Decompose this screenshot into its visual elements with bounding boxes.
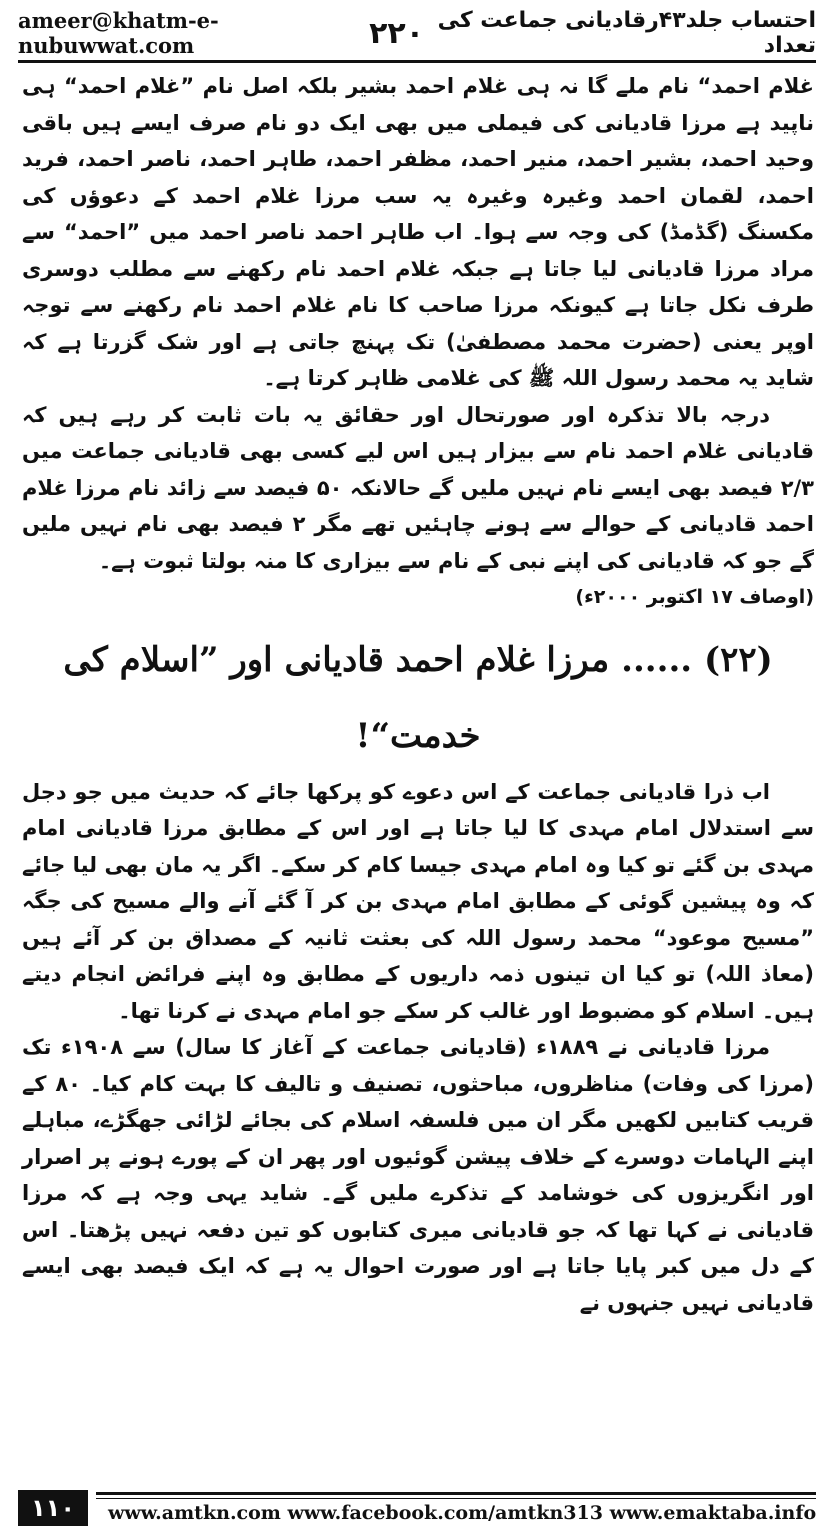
header-page-number: ۲۲۰: [369, 15, 425, 51]
footer-rule-thin: [96, 1498, 816, 1499]
footer-urls[interactable]: www.amtkn.com www.facebook.com/amtkn313 www.emaktaba.info: [108, 1502, 817, 1524]
header-email[interactable]: ameer@khatm-e-nubuwwat.com: [18, 8, 219, 58]
section-heading: (۲۲) ...... مرزا غلام احمد قادیانی اور ”اسلام کی خدمت“!: [63, 639, 773, 756]
running-title: احتساب جلد۴۳رقادیانی جماعت کی تعداد: [437, 8, 816, 58]
footer-rule-thick: [96, 1492, 816, 1495]
paragraph-4: مرزا قادیانی نے ۱۸۸۹ء (قادیانی جماعت کے آغاز کا سال) سے ۱۹۰۸ء تک (مرزا کی وفات) مناظروں، مباحثوں، تصنیف و تالیف کا بہت کام کیا۔ ۸۰ کے قریب کتابیں لکھیں مگر ان میں فلسفہ اسلام کی بجائے لڑائی جھگڑے، مباہلے اپنے الہامات دوسرے کے خلاف پیشن گوئیوں اور پھر ان کے پورے ہونے پر اصرار اور انگریزوں کی خوشامد کے تذکرے ملیں گے۔ شاید یہی وجہ ہے کہ مرزا قادیانی نے کہا تھا کہ جو قادیانی میری کتابوں کو تین دفعہ نہیں پڑھتا۔ اس کے دل میں کبر پایا جاتا ہے اور صورت احوال یہ ہے کہ ایک فیصد بھی ایسے قادیانی نہیں جنہوں نے: [22, 1035, 814, 1315]
page-content: [22, 68, 814, 1321]
header-rule: [18, 60, 816, 63]
paragraph-1: غلام احمد“ نام ملے گا نہ ہی غلام احمد بشیر بلکہ اصل نام ”غلام احمد“ ہی ناپید ہے مرزا قادیانی کی فیملی میں بھی ایک دو نام صرف ایسے ہیں باقی وحید احمد، بشیر احمد، منیر احمد، مظفر احمد، طاہر احمد، ناصر احمد، فرید احمد، لقمان احمد وغیرہ وغیرہ یہ سب مرزا غلام احمد کے دعوؤں کی مکسنگ (گڈمڈ) کی وجہ سے ہوا۔ اب طاہر احمد ناصر احمد میں ”احمد“ سے مراد مرزا قادیانی لیا جاتا ہے جبکہ غلام احمد نام رکھنے سے مطلب دوسری طرف نکل جاتا ہے کیونکہ مرزا صاحب کا نام غلام احمد نام رکھنے سے توجہ اوپر یعنی (حضرت محمد مصطفیٰ) تک پہنچ جاتی ہے اور شک گزرتا ہے کہ شاید یہ محمد رسول اللہ ﷺ کی غلامی ظاہر کرتا ہے۔: [22, 74, 814, 390]
footer-page-number: ۱۱۰: [18, 1490, 88, 1526]
source-citation: (اوصاف ۱۷ اکتوبر ۲۰۰۰ء): [575, 586, 814, 608]
paragraph-3: اب ذرا قادیانی جماعت کے اس دعوے کو پرکھا جائے کہ حدیث میں جو دجل سے استدلال امام مہدی کا لیا جاتا ہے اور اس کے مطابق مرزا قادیانی امام مہدی بن گئے تو کیا وہ امام مہدی جیسا کام کر سکے۔ اگر یہ مان بھی لیا جائے کہ وہ پیشین گوئی کے مطابق امام مہدی بن کر آ گئے آنے والے مسیح کی جگہ ”مسیح موعود“ محمد رسول اللہ کی بعثت ثانیہ کے مصداق بن کر آئے ہیں (معاذ اللہ) تو کیا ان تینوں ذمہ داریوں کے مطابق وہ اپنے فرائض انجام دیتے ہیں۔ اسلام کو مضبوط اور غالب کر سکے جو امام مہدی نے کرنا تھا۔: [22, 779, 814, 1023]
header-left: [18, 8, 424, 58]
paragraph-2: درجہ بالا تذکرہ اور صورتحال اور حقائق یہ بات ثابت کر رہے ہیں کہ قادیانی غلام احمد نام سے بیزار ہیں اس لیے کسی بھی قادیانی جماعت میں ۲/۳ فیصد بھی ایسے نام نہیں ملیں گے حالانکہ ۵۰ فیصد سے زائد نام مرزا غلام احمد قادیانی کے حوالے سے ہونے چاہئیں تھے مگر ۲ فیصد بھی نام نہیں ملیں گے جو کہ قادیانی کی اپنے نبی کے نام سے بیزاری کا منہ بولتا ثبوت ہے۔: [22, 402, 814, 573]
page-footer: [18, 1488, 816, 1532]
page-header: [18, 8, 816, 58]
